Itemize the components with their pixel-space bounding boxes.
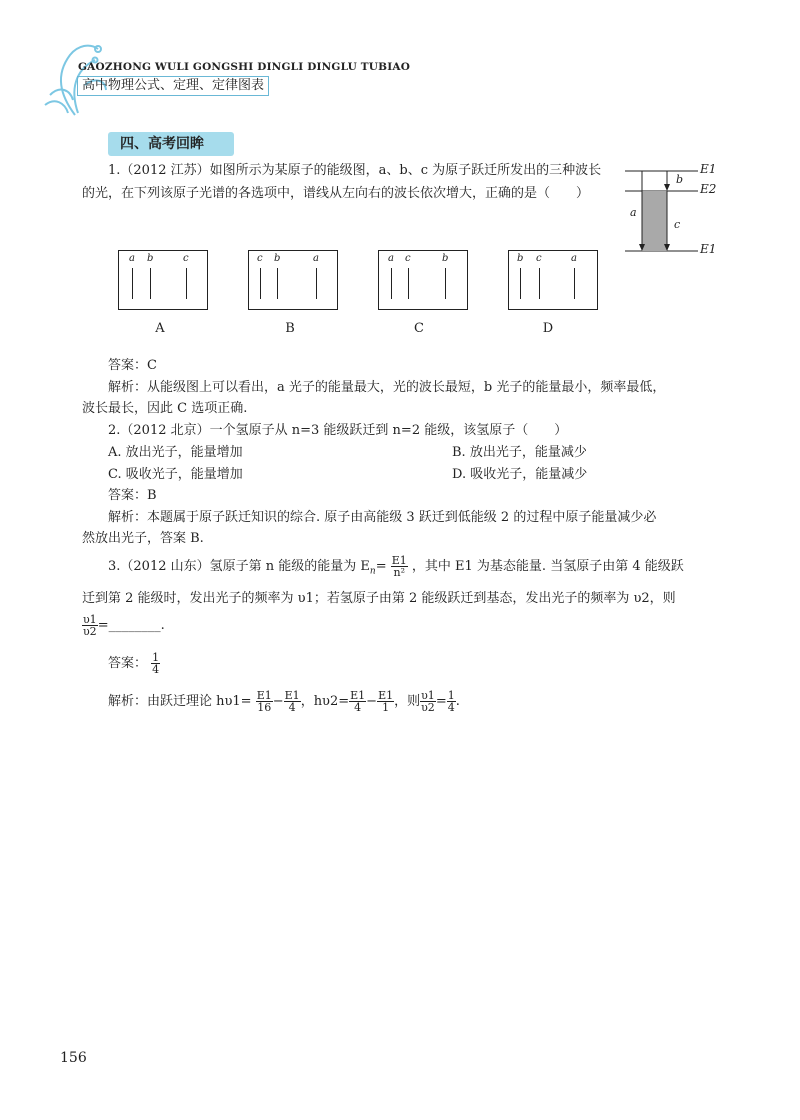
spectrum-label: b (274, 253, 281, 264)
spectrum-label: c (405, 253, 411, 264)
option-caption-b: B (285, 321, 295, 336)
spectrum-label: a (129, 253, 135, 264)
level-e1-top: E1 (700, 162, 717, 176)
header-english-title: GAOZHONG WULI GONGSHI DINGLI DINGLU TUBIAO (78, 61, 411, 73)
level-e1-bottom: E1 (700, 242, 717, 256)
q2-analysis-line-1: 解析：本题属于原子跃迁知识的综合. 原子由高能级 3 跃迁到低能级 2 的过程中原子能量减少必 (108, 510, 657, 525)
spectrum-label: c (536, 253, 542, 264)
q1-analysis-line-1: 解析：从能级图上可以看出，a 光子的能量最大，光的波长最短，b 光子的能量最小，频率最低， (108, 380, 666, 395)
spectrum-label: b (517, 253, 524, 264)
question-3-line-2: 迁到第 2 能级时，发出光子的频率为 υ1；若氢原子由第 2 能级跃迁到基态，发出光子的频率为 υ2，则 (82, 591, 676, 606)
spectrum-label: b (442, 253, 449, 264)
section-title: 四、高考回眸 (108, 132, 234, 156)
spectrum-label: c (257, 253, 263, 264)
question-3-line-1: 3.（2012 山东）氢原子第 n 能级的能量为 $E_n=$ $\frac{E1}{\text{n²}}$ ，其中 E1 为基态能量. 当氢原子由第 4 能级跃 (108, 554, 684, 579)
question-2-text: 2.（2012 北京）一个氢原子从 n=3 能级跃迁到 n=2 能级，该氢原子（ ） (108, 423, 568, 438)
spectrum-label: a (313, 253, 319, 264)
arrow-label-c: c (674, 218, 681, 231)
q1-analysis-line-2: 波长最长，因此 C 选项正确. (82, 401, 248, 416)
spectrum-label: b (147, 253, 154, 264)
question-1-text: 1.（2012 江苏）如图所示为某原子的能级图，a、b、c 为原子跃迁所发出的三种波长的光，在下列该原子光谱的各选项中，谱线从左向右的波长依次增大，正确的是（ ） (82, 163, 602, 201)
spectrum-option-c (378, 250, 468, 310)
spectrum-option-d (508, 250, 598, 310)
spectrum-option-b (248, 250, 338, 310)
q3-analysis: 解析：由跃迁理论 hυ1= $\frac{E1}{16}$ − $\frac{E1}{4}$ ，hυ2= $\frac{E1}{4}$ − $\frac{E1}{1}$ ，则 $\frac{\upsilon 1}{\upsilon 2}$ = $\frac{1}{4}$ . (108, 689, 460, 714)
frequency-ratio: $\frac{\upsilon 1}{\upsilon 2}$ (83, 613, 97, 638)
arrow-label-b: b (676, 173, 684, 186)
header-chinese-title: 高中物理公式、定理、定律图表 (77, 76, 269, 96)
arrow-label-a: a (630, 206, 637, 219)
option-caption-c: C (414, 321, 424, 336)
level-e2: E2 (700, 182, 717, 196)
spectrum-label: a (388, 253, 394, 264)
q2-analysis-line-2: 然放出光子，答案 B. (82, 531, 204, 546)
energy-fraction: $\frac{E1}{\text{n²}}$ (391, 554, 407, 579)
q3-answer: 答案： $\frac{1}{4}$ (108, 651, 160, 676)
spectrum-option-a (118, 250, 208, 310)
spectrum-label: a (571, 253, 577, 264)
q2-answer: 答案：B (108, 488, 157, 503)
spectrum-label: c (183, 253, 189, 264)
q2-choice-d: D. 吸收光子，能量减少 (452, 467, 588, 482)
q2-choice-c: C. 吸收光子，能量增加 (108, 467, 243, 482)
q2-choice-b: B. 放出光子，能量减少 (452, 445, 587, 460)
option-caption-d: D (542, 321, 554, 336)
question-3-line-3: $\frac{\upsilon 1}{\upsilon 2}$ =________. (83, 613, 165, 638)
q1-answer: 答案：C (108, 358, 157, 373)
q2-choice-a: A. 放出光子，能量增加 (108, 445, 243, 460)
option-caption-a: A (155, 321, 165, 336)
page-number: 156 (60, 1050, 87, 1066)
answer-fraction: $\frac{1}{4}$ (152, 651, 160, 676)
